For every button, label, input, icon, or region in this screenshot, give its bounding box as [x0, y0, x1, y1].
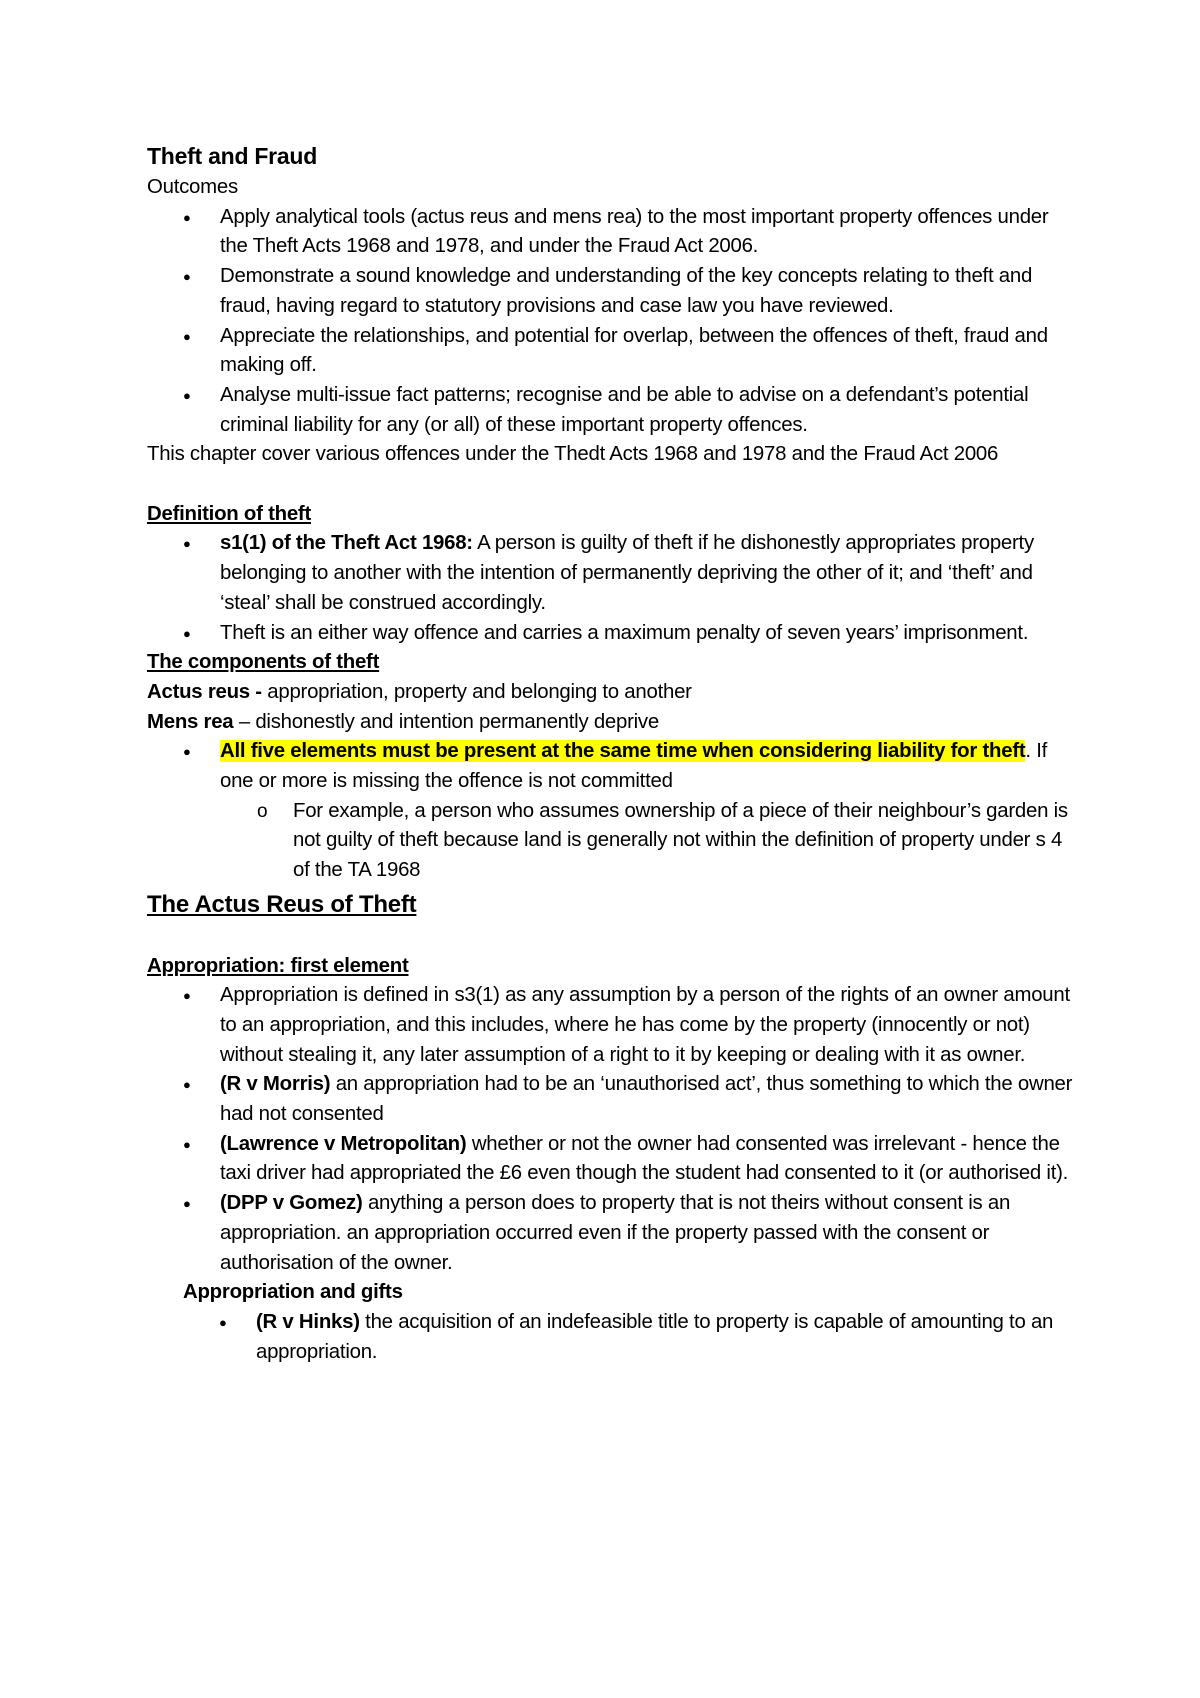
- case-text: anything a person does to property that is not theirs without consent is an appropriation. an appropriation occurred even if the property passed with the consent or authorisation of the owner.: [220, 1192, 1011, 1274]
- outcomes-list: [147, 203, 1077, 441]
- spacer: [147, 470, 1077, 500]
- components-list: [147, 737, 1077, 886]
- components-heading: The components of theft: [147, 651, 380, 674]
- list-item: [183, 1308, 1077, 1367]
- statute-text: A person is guilty of theft if he dishonestly appropriates property belonging to another with the intention of permanently depriving the other of it; and ‘theft’ and ‘steal’ shall be construed accordingly.: [220, 532, 1034, 614]
- list-item: ● Analyse multi-issue fact patterns; recognise and be able to advise on a defendant’s potential criminal liability for any (or all) of these important property offences.: [147, 381, 1077, 440]
- list-item: [147, 529, 1077, 618]
- mens-rea-line: [147, 708, 1077, 738]
- actus-reus-heading: The Actus Reus of Theft: [147, 890, 417, 918]
- case-name: (R v Hinks): [256, 1310, 360, 1333]
- list-item: ● Appropriation is defined in s3(1) as any assumption by a person of the rights of an owner amount to an appropriation, and this includes, where he has come by the property (innocently or not) without stealing it, any later assumption of a right to it by keeping or dealing with it as owner.: [147, 981, 1077, 1070]
- gifts-heading: Appropriation and gifts: [183, 1281, 403, 1304]
- definition-list: [147, 529, 1077, 648]
- appropriation-list: [147, 981, 1077, 1278]
- gifts-list: [183, 1308, 1077, 1367]
- list-item: ● Appreciate the relationships, and potential for overlap, between the offences of theft, fraud and making off.: [147, 322, 1077, 381]
- list-item: [147, 1130, 1077, 1189]
- list-item: [147, 1070, 1077, 1129]
- document-title: Theft and Fraud: [147, 143, 318, 169]
- case-text: the acquisition of an indefeasible title to property is capable of amounting to an appropriation.: [256, 1310, 1054, 1363]
- chapter-note: This chapter cover various offences under the Thedt Acts 1968 and 1978 and the Fraud Act 2006: [147, 443, 999, 466]
- actus-reus-label: Actus reus -: [147, 680, 268, 703]
- spacer: [147, 922, 1077, 952]
- highlighted-text: All five elements must be present at the same time when considering liability for theft: [220, 740, 1026, 763]
- definition-heading: Definition of theft: [147, 502, 312, 525]
- list-item-text: . If one or more is missing the offence is not committed: [220, 740, 1048, 793]
- sub-list-item: o For example, a person who assumes ownership of a piece of their neighbour’s garden is not guilty of theft because land is generally not within the definition of property under s 4 of the TA 1968: [147, 797, 1077, 886]
- mens-rea-label: Mens rea: [147, 710, 234, 733]
- sub-list: [147, 797, 1077, 886]
- appropriation-heading: Appropriation: first element: [147, 954, 409, 977]
- document-page: [147, 140, 1077, 1367]
- case-name: (R v Morris): [220, 1073, 331, 1096]
- list-item: [147, 737, 1077, 886]
- list-item: ● Theft is an either way offence and carries a maximum penalty of seven years’ imprisonment.: [147, 619, 1077, 649]
- actus-reus-text: appropriation, property and belonging to another: [267, 680, 692, 703]
- list-item: ● Apply analytical tools (actus reus and mens rea) to the most important property offences under the Theft Acts 1968 and 1978, and under the Fraud Act 2006.: [147, 203, 1077, 262]
- list-item: [147, 1189, 1077, 1278]
- case-text: whether or not the owner had consented was irrelevant - hence the taxi driver had appropriated the £6 even though the student had consented to it (or authorised it).: [220, 1132, 1069, 1185]
- mens-rea-text: – dishonestly and intention permanently deprive: [233, 710, 659, 733]
- case-text: an appropriation had to be an ‘unauthorised act’, thus something to which the owner had not consented: [220, 1073, 1073, 1126]
- case-name: (Lawrence v Metropolitan): [220, 1132, 467, 1155]
- gifts-section: [183, 1278, 1077, 1367]
- statute-reference: s1(1) of the Theft Act 1968:: [220, 532, 473, 555]
- case-name: (DPP v Gomez): [220, 1192, 363, 1215]
- actus-reus-line: [147, 678, 1077, 708]
- list-item: ● Demonstrate a sound knowledge and understanding of the key concepts relating to theft and fraud, having regard to statutory provisions and case law you have reviewed.: [147, 262, 1077, 321]
- outcomes-label: Outcomes: [147, 176, 238, 198]
